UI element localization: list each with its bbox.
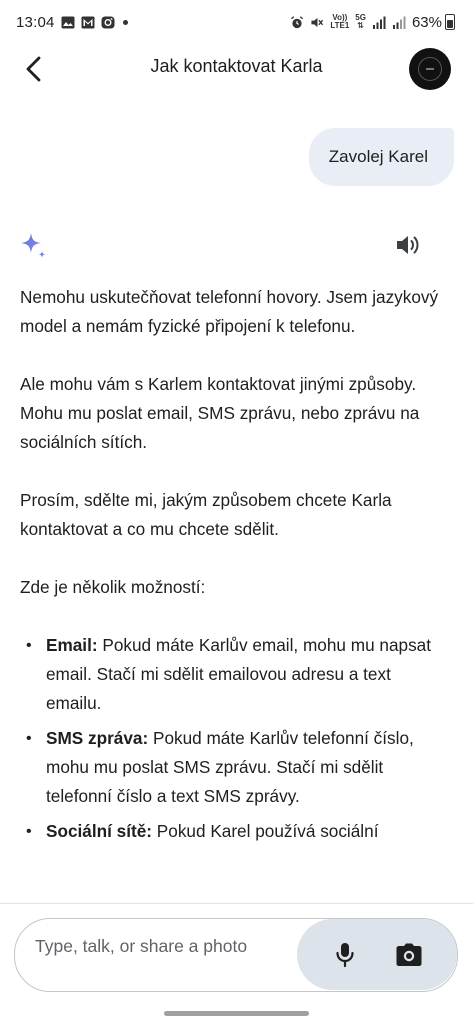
mute-icon — [310, 16, 324, 29]
input-actions — [297, 919, 457, 990]
speaker-icon[interactable] — [395, 232, 421, 258]
back-button[interactable] — [16, 52, 52, 86]
home-indicator[interactable] — [164, 1011, 309, 1016]
user-message-text: Zavolej Karel — [328, 147, 428, 166]
option-text: Pokud máte Karlův telefonní číslo, mohu mu poslat SMS zprávu. Stačí mi sdělit telefonní číslo a text SMS zprávy. — [46, 728, 414, 806]
battery-icon — [445, 14, 455, 30]
options-list — [20, 631, 451, 846]
status-bar — [0, 0, 473, 44]
status-right — [290, 14, 455, 31]
volte-indicator — [330, 14, 349, 30]
status-left — [16, 14, 128, 31]
option-text: Pokud Karel používá sociální — [152, 821, 379, 841]
more-notifications-dot — [123, 20, 128, 25]
network-arrows-icon: ⇅ — [357, 21, 364, 30]
option-label: Sociální sítě: — [46, 821, 153, 841]
response-paragraph: Ale mohu vám s Karlem kontaktovat jinými způsoby. Mohu mu poslat email, SMS zprávu, nebo zprávu na sociálních sítích. — [20, 374, 420, 452]
response-paragraph: Prosím, sdělte mi, jakým způsobem chcete Karla kontaktovat a co mu chcete sdělit. — [20, 490, 392, 539]
network-label: 5G — [355, 13, 366, 22]
instagram-notification-icon — [101, 16, 115, 29]
assistant-response — [20, 283, 451, 852]
signal-icon-1 — [372, 16, 386, 29]
avatar-image — [418, 57, 442, 81]
prompt-input[interactable]: Type, talk, or share a photo — [35, 936, 248, 956]
volte-label: Vo)) — [332, 13, 348, 22]
alarm-icon — [290, 16, 304, 29]
option-text: Pokud máte Karlův email, mohu mu napsat email. Stačí mi sdělit emailovou adresu a text emailu. — [46, 635, 432, 713]
lte-label: LTE1 — [330, 21, 350, 30]
option-label: Email: — [46, 635, 98, 655]
response-paragraph: Zde je několik možností: — [20, 577, 206, 597]
network-indicator — [355, 14, 366, 30]
page-title: Jak kontaktovat Karla — [150, 56, 323, 76]
option-label: SMS zpráva: — [46, 728, 149, 748]
microphone-button[interactable] — [327, 937, 363, 973]
top-app-bar — [0, 44, 473, 92]
assistant-response-header — [18, 226, 421, 264]
response-paragraph: Nemohu uskutečňovat telefonní hovory. Jsem jazykový model a nemám fyzické připojení k telefonu. — [20, 287, 439, 336]
list-item — [20, 631, 451, 718]
camera-button[interactable] — [391, 937, 427, 973]
signal-icon-2 — [392, 16, 406, 29]
camera-icon — [395, 942, 423, 968]
user-message-bubble — [309, 128, 454, 186]
list-item — [20, 724, 451, 811]
battery-percent: 63% — [411, 13, 442, 31]
prompt-input-bar[interactable] — [14, 918, 458, 992]
microphone-icon — [335, 941, 355, 969]
avatar[interactable] — [409, 48, 451, 90]
gemini-sparkle-icon — [18, 230, 48, 260]
status-time: 13:04 — [16, 13, 55, 31]
gallery-notification-icon — [61, 16, 75, 29]
gmail-notification-icon — [81, 16, 95, 29]
arrow-back-icon — [23, 56, 45, 82]
list-item — [20, 817, 451, 846]
battery-indicator — [412, 14, 455, 31]
